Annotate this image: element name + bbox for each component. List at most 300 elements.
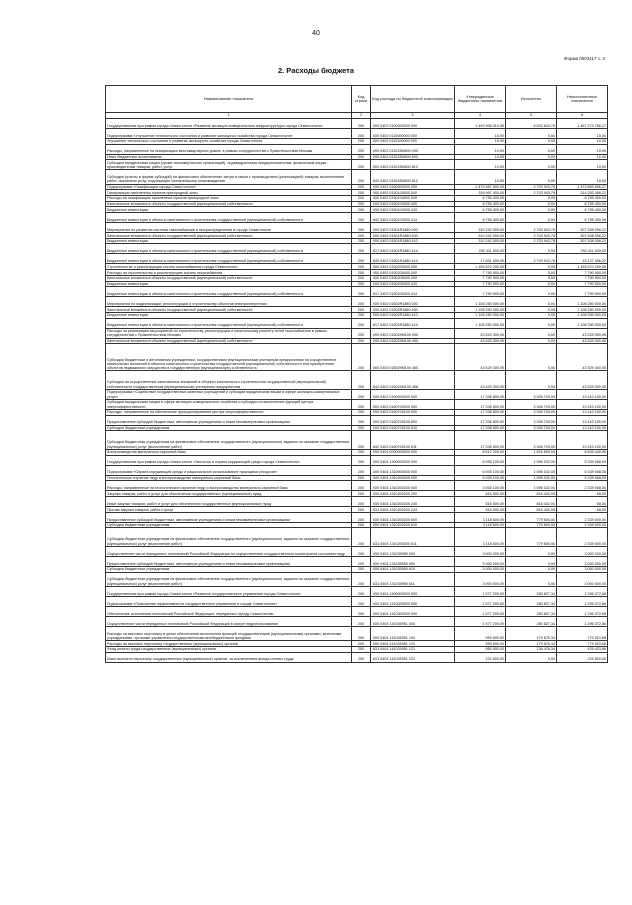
row-executed: 280 827,34 bbox=[506, 617, 557, 627]
row-name: Капитальные вложения в объекты государственной (муниципальной) собственности bbox=[106, 201, 352, 207]
row-code: 200 bbox=[352, 647, 371, 653]
row-unexecuted: 68,00 bbox=[557, 497, 608, 507]
row-executed: 0,00 bbox=[506, 312, 557, 318]
row-kbk: 000 0402 01502R1880 410 bbox=[371, 312, 455, 318]
row-kbk: 000 0404 131035950 600 bbox=[371, 557, 455, 567]
row-unexecuted: 314 293 456,22 bbox=[557, 190, 608, 196]
row-name: Осуществление части переданных полномочий Российской Федерации по осуществлению государственного мониторинга состояния недр bbox=[106, 547, 352, 557]
row-approved: 3 935 100,00 bbox=[455, 481, 506, 491]
row-approved: 17 338 800,00 bbox=[455, 425, 506, 431]
row-code: 200 bbox=[352, 512, 371, 522]
row-executed: 816 432,00 bbox=[506, 497, 557, 507]
row-executed: 1 596 032,00 bbox=[506, 465, 557, 475]
row-kbk: 000 0402 015029M100 000 bbox=[371, 328, 455, 338]
row-approved: 6 755 400,00 bbox=[455, 201, 506, 207]
table-row bbox=[106, 431, 608, 450]
row-executed: 3 928 700,00 bbox=[506, 410, 557, 416]
row-name: Подпрограмма «Содействие государственных казенных учреждений и субсидии юридическим лицам в сфере жилищно-коммунальных услуг» bbox=[106, 390, 352, 400]
row-kbk: 842 0402 015029M100 466 bbox=[371, 371, 455, 390]
row-unexecuted: 1 296 372,66 bbox=[557, 597, 608, 607]
table-body bbox=[106, 119, 608, 663]
row-approved: 1 108 250 000,00 bbox=[455, 318, 506, 328]
row-unexecuted: 10,00 bbox=[557, 170, 608, 184]
row-code: 200 bbox=[352, 119, 371, 129]
row-name: Бюджетные инвестиции в объекты капитального строительства государственной (муниципальной) собственности bbox=[106, 213, 352, 223]
row-code: 200 bbox=[352, 139, 371, 145]
row-unexecuted: 3 000 000,00 bbox=[557, 547, 608, 557]
row-executed: 0,00 bbox=[506, 270, 557, 276]
table-row bbox=[106, 223, 608, 233]
row-unexecuted: 2 339 068,00 bbox=[557, 481, 608, 491]
row-code: 200 bbox=[352, 465, 371, 475]
row-name: Государственная программа города Севастополя «Развитие государственного управления города Севастополя» bbox=[106, 587, 352, 597]
row-kbk: 000 0402 0150100000 000 bbox=[371, 190, 455, 196]
expenses-table bbox=[105, 85, 608, 663]
table-row bbox=[106, 390, 608, 400]
row-kbk: 000 0404 1410300000 000 bbox=[371, 607, 455, 617]
row-name: Мероприятия по развитию системы газоснабжения и газораспределения в городе Севастополе bbox=[106, 223, 352, 233]
row-code: 200 bbox=[352, 312, 371, 318]
row-kbk: 000 0404 1310200000 000 bbox=[371, 475, 455, 481]
table-row bbox=[106, 627, 608, 641]
row-unexecuted: 2 339 000,00 bbox=[557, 522, 608, 528]
table-row bbox=[106, 213, 608, 223]
row-unexecuted: 1 296 372,66 bbox=[557, 587, 608, 597]
row-approved: 1 493 908 410,05 bbox=[455, 119, 506, 129]
row-executed: 0,00 bbox=[506, 567, 557, 573]
row-approved: 1 577 200,00 bbox=[455, 607, 506, 617]
row-unexecuted: 1 108 250 000,00 bbox=[557, 318, 608, 328]
row-unexecuted: 779 923,66 bbox=[557, 641, 608, 647]
row-name: Мероприятия по модернизации, реконструкции и строительству объектов электроэнергетики bbox=[106, 297, 352, 307]
row-approved: 17 338 800,00 bbox=[455, 415, 506, 425]
row-kbk: 631 0404 141035951 122 bbox=[371, 652, 455, 662]
row-code: 200 bbox=[352, 297, 371, 307]
row-code: 200 bbox=[352, 547, 371, 557]
row-approved: 1 108 250 000,00 bbox=[455, 307, 506, 313]
row-code: 200 bbox=[352, 528, 371, 547]
row-kbk: 000 0402 0150205400 400 bbox=[371, 275, 455, 281]
row-approved: 6 755 400,00 bbox=[455, 196, 506, 202]
row-kbk: 000 0402 01501R1880 000 bbox=[371, 223, 455, 233]
row-approved: 10,00 bbox=[455, 160, 506, 170]
row-unexecuted: 68,00 bbox=[557, 507, 608, 513]
row-code: 200 bbox=[352, 415, 371, 425]
row-name: Субсидии бюджетным учреждениям на финансовое обеспечение государственного (муниципального) задания на оказание государственных (муниципальных) услуг (выполнение работ) bbox=[106, 528, 352, 547]
row-executed: 179 676,34 bbox=[506, 641, 557, 647]
row-executed: 0,00 bbox=[506, 557, 557, 567]
row-code: 200 bbox=[352, 572, 371, 586]
row-kbk: 000 0404 141035951 000 bbox=[371, 617, 455, 627]
col-number: 2 bbox=[352, 113, 371, 119]
row-code: 200 bbox=[352, 281, 371, 287]
row-approved: 565 900,00 bbox=[455, 647, 506, 653]
row-code: 200 bbox=[352, 371, 371, 390]
row-kbk: 000 0402 0160700100 610 bbox=[371, 425, 455, 431]
table-row bbox=[106, 287, 608, 297]
row-kbk: 000 0402 01502R1880 000 bbox=[371, 297, 455, 307]
table-row bbox=[106, 129, 608, 139]
row-approved: 6 755 400,00 bbox=[455, 213, 506, 223]
row-name: Геологическое изучение недр и воспроизводство минерально-сырьевой базы bbox=[106, 475, 352, 481]
row-code: 200 bbox=[352, 627, 371, 641]
row-name: Бюджетные инвестиции в объекты капитального строительства государственной (муниципальной) собственности bbox=[106, 254, 352, 264]
row-name: Предоставление субсидий бюджетным, автономным учреждениям и иным некоммерческим организациям bbox=[106, 557, 352, 567]
row-executed: 0,00 bbox=[506, 307, 557, 313]
row-approved: 3 000 000,00 bbox=[455, 572, 506, 586]
row-unexecuted: 1 473 863 656,27 bbox=[557, 184, 608, 190]
row-kbk: 000 0404 1400000000 000 bbox=[371, 587, 455, 597]
row-code: 200 bbox=[352, 410, 371, 416]
section-title: 2. Расходы бюджета bbox=[277, 66, 355, 75]
row-code: 200 bbox=[352, 170, 371, 184]
row-unexecuted: 1 487 273 766,27 bbox=[557, 119, 608, 129]
row-code: 200 bbox=[352, 507, 371, 513]
row-code: 200 bbox=[352, 244, 371, 254]
row-executed: 2 703 943,78 bbox=[506, 184, 557, 190]
row-executed: 0,00 bbox=[506, 275, 557, 281]
row-code: 200 bbox=[352, 275, 371, 281]
row-unexecuted: 292 411 000,00 bbox=[557, 244, 608, 254]
row-code: 200 bbox=[352, 338, 371, 344]
row-kbk: 000 0402 0150200000 000 bbox=[371, 264, 455, 270]
row-kbk: 000 0402 0110000000 000 bbox=[371, 129, 455, 139]
row-approved: 3 118 600,00 bbox=[455, 528, 506, 547]
row-unexecuted: 7 790 900,00 bbox=[557, 287, 608, 297]
row-unexecuted: 1 108 250 000,00 bbox=[557, 297, 608, 307]
row-kbk: 000 0404 141035951 120 bbox=[371, 641, 455, 647]
table-row bbox=[106, 344, 608, 371]
row-unexecuted: 43 529 300,05 bbox=[557, 338, 608, 344]
row-kbk: 000 0402 0150104000 000 bbox=[371, 196, 455, 202]
row-approved: 222 600,00 bbox=[455, 652, 506, 662]
col-number: 1 bbox=[106, 113, 352, 119]
row-unexecuted: 6 755 400,00 bbox=[557, 196, 608, 202]
row-code: 200 bbox=[352, 318, 371, 328]
row-unexecuted: 10,00 bbox=[557, 154, 608, 160]
row-code: 200 bbox=[352, 607, 371, 617]
header-executed: Исполнено bbox=[506, 86, 557, 113]
row-approved: 17 338 800,00 bbox=[455, 431, 506, 450]
row-code: 200 bbox=[352, 390, 371, 400]
row-executed: 1 596 032,00 bbox=[506, 481, 557, 491]
row-unexecuted: 10,00 bbox=[557, 139, 608, 145]
row-approved: 43 529 300,05 bbox=[455, 328, 506, 338]
row-unexecuted: 1 159 570 200,05 bbox=[557, 264, 608, 270]
row-name: Бюджетные инвестиции в объекты капитального строительства государственной (муниципальной) собственности bbox=[106, 287, 352, 297]
row-executed: 3 928 700,00 bbox=[506, 415, 557, 425]
row-code: 200 bbox=[352, 557, 371, 567]
row-name: Иные выплаты персоналу государственных (муниципальных) органов, за исключением фонда оплаты труда bbox=[106, 652, 352, 662]
row-code: 200 bbox=[352, 455, 371, 465]
row-unexecuted: 7 790 900,00 bbox=[557, 275, 608, 281]
row-approved: 8 512 200,00 bbox=[455, 450, 506, 456]
table-row bbox=[106, 597, 608, 607]
table-row bbox=[106, 244, 608, 254]
row-code: 200 bbox=[352, 196, 371, 202]
row-approved: 816 500,00 bbox=[455, 507, 506, 513]
row-kbk: 000 0404 131035950 610 bbox=[371, 567, 455, 573]
row-executed: 0,00 bbox=[506, 154, 557, 160]
row-name: Субсидии бюджетным учреждениям на финансовое обеспечение государственного (муниципального) задания на оказание государственных (муниципальных) услуг (выполнение работ) bbox=[106, 431, 352, 450]
row-approved: 1 577 200,00 bbox=[455, 597, 506, 607]
row-unexecuted: 43 529 300,05 bbox=[557, 371, 608, 390]
row-kbk: 000 0402 015029M100 460 bbox=[371, 344, 455, 371]
row-kbk: 000 0404 1310200200 000 bbox=[371, 481, 455, 491]
row-kbk: 000 0402 0150000000 000 bbox=[371, 184, 455, 190]
row-approved: 3 118 600,00 bbox=[455, 512, 506, 522]
row-name: Государственная программа города Севастополя «Экология и охрана окружающей среды города Севастополя» bbox=[106, 455, 352, 465]
table-row bbox=[106, 328, 608, 338]
row-unexecuted: 10,00 bbox=[557, 129, 608, 139]
row-executed: 0,00 bbox=[506, 196, 557, 202]
row-approved: 10,00 bbox=[455, 139, 506, 145]
row-unexecuted: 779 923,66 bbox=[557, 627, 608, 641]
row-kbk: 000 0404 1310200200 610 bbox=[371, 522, 455, 528]
row-code: 200 bbox=[352, 190, 371, 196]
row-executed: 0,00 bbox=[506, 129, 557, 139]
table-row bbox=[106, 497, 608, 507]
row-executed: 3 928 700,00 bbox=[506, 400, 557, 410]
table-row bbox=[106, 400, 608, 410]
row-approved: 6 935 100,00 bbox=[455, 465, 506, 475]
row-name: Улучшение технического состояния и развитие жилищного хозяйства города Севастополя bbox=[106, 139, 352, 145]
row-executed: 779 600,00 bbox=[506, 512, 557, 522]
row-code: 200 bbox=[352, 431, 371, 450]
row-unexecuted: 13 410 100,00 bbox=[557, 415, 608, 425]
row-approved: 43 529 300,05 bbox=[455, 344, 506, 371]
row-kbk: 000 0402 015029M100 400 bbox=[371, 338, 455, 344]
row-approved: 1 159 570 200,05 bbox=[455, 264, 506, 270]
row-name: Субсидии юридическим лицам (кроме некоммерческих организаций), индивидуальным предпринимателям, физическим лицам - производителям товаров, работ, услуг bbox=[106, 160, 352, 170]
row-code: 200 bbox=[352, 522, 371, 528]
row-executed: 280 827,34 bbox=[506, 587, 557, 597]
row-unexecuted: 3 000 000,00 bbox=[557, 557, 608, 567]
row-unexecuted: 429 423,66 bbox=[557, 647, 608, 653]
row-executed: 0,00 bbox=[506, 297, 557, 307]
table-row bbox=[106, 371, 608, 390]
row-approved: 17 338 800,00 bbox=[455, 400, 506, 410]
row-unexecuted: 6 755 400,00 bbox=[557, 201, 608, 207]
row-executed: 2 703 943,78 bbox=[506, 190, 557, 196]
row-name: Иные закупки товаров, работ и услуг для обеспечения государственных (муниципальных) нужд bbox=[106, 497, 352, 507]
row-kbk: 842 0402 0150104000 414 bbox=[371, 213, 455, 223]
row-code: 200 bbox=[352, 481, 371, 491]
row-executed: 6 632 643,78 bbox=[506, 119, 557, 129]
row-approved: 3 000 000,00 bbox=[455, 557, 506, 567]
row-approved: 17 338 800,00 bbox=[455, 410, 506, 416]
header-name: Наименование показателя bbox=[106, 86, 352, 113]
row-kbk: 631 0404 1310200200 611 bbox=[371, 528, 455, 547]
row-kbk: 817 0402 0150205400 414 bbox=[371, 287, 455, 297]
row-approved: 6 935 100,00 bbox=[455, 455, 506, 465]
row-executed: 1 596 032,00 bbox=[506, 475, 557, 481]
row-name: Расходы на газификацию населенных пунктов пригородной зоны bbox=[106, 196, 352, 202]
row-unexecuted: 1 108 250 000,00 bbox=[557, 307, 608, 313]
row-code: 200 bbox=[352, 475, 371, 481]
row-kbk: 000 0402 0160700000 000 bbox=[371, 400, 455, 410]
row-name: Субсидии юридическим лицам в сфере жилищно-коммунального хозяйства и субсидии на выполнение функций центра энергоэффективности bbox=[106, 400, 352, 410]
row-name: Субсидии бюджетным учреждениям bbox=[106, 425, 352, 431]
row-name: Подпрограмма «Улучшение технического состояния и развитие жилищного хозяйства города Севастополя» bbox=[106, 129, 352, 139]
row-unexecuted: 1 296 372,66 bbox=[557, 607, 608, 617]
row-kbk: 000 0402 0150205400 000 bbox=[371, 270, 455, 276]
row-approved: 310 242 000,00 bbox=[455, 223, 506, 233]
row-code: 200 bbox=[352, 223, 371, 233]
row-kbk: 000 0402 0150205400 410 bbox=[371, 281, 455, 287]
row-code: 200 bbox=[352, 160, 371, 170]
table-row bbox=[106, 557, 608, 567]
row-kbk: 631 0404 1310200200 244 bbox=[371, 507, 455, 513]
row-kbk: 842 0402 0160700100 611 bbox=[371, 431, 455, 450]
row-name: Капитальные вложения в объекты государственной (муниципальной) собственности bbox=[106, 233, 352, 239]
row-approved: 6 935 100,00 bbox=[455, 475, 506, 481]
table-row bbox=[106, 415, 608, 425]
row-approved: 816 500,00 bbox=[455, 497, 506, 507]
row-approved: 3 118 600,00 bbox=[455, 522, 506, 528]
row-code: 200 bbox=[352, 491, 371, 497]
table-row bbox=[106, 170, 608, 184]
row-kbk: 000 0404 1300000000 000 bbox=[371, 455, 455, 465]
row-approved: 316 997 400,00 bbox=[455, 190, 506, 196]
row-executed: 0,00 bbox=[506, 207, 557, 213]
row-approved: 6 755 400,00 bbox=[455, 207, 506, 213]
table-row bbox=[106, 572, 608, 586]
row-kbk: 000 0404 141035951 100 bbox=[371, 627, 455, 641]
row-kbk: 000 0404 1310200200 240 bbox=[371, 497, 455, 507]
row-code: 200 bbox=[352, 154, 371, 160]
table-row bbox=[106, 297, 608, 307]
row-code: 200 bbox=[352, 450, 371, 456]
row-name: Строительство и реконструкция систем газоснабжения города Севастополя bbox=[106, 264, 352, 270]
row-approved: 959 600,00 bbox=[455, 641, 506, 647]
row-kbk: 000 0404 1310200200 200 bbox=[371, 491, 455, 497]
row-code: 200 bbox=[352, 213, 371, 223]
row-approved: 10,00 bbox=[455, 144, 506, 154]
row-name: Бюджетные инвестиции bbox=[106, 281, 352, 287]
row-unexecuted: 5 339 068,00 bbox=[557, 465, 608, 475]
row-unexecuted: 307 538 056,22 bbox=[557, 223, 608, 233]
row-approved: 7 790 900,00 bbox=[455, 287, 506, 297]
row-code: 200 bbox=[352, 144, 371, 154]
row-executed: 816 432,00 bbox=[506, 491, 557, 497]
row-kbk: 000 0402 01502R1880 400 bbox=[371, 307, 455, 313]
row-code: 200 bbox=[352, 270, 371, 276]
row-code: 200 bbox=[352, 587, 371, 597]
row-unexecuted: 6 755 400,00 bbox=[557, 207, 608, 213]
row-name: Газификация населенных пунктов пригородной зоны bbox=[106, 190, 352, 196]
table-row bbox=[106, 455, 608, 465]
row-kbk: 000 0402 0160700100 000 bbox=[371, 410, 455, 416]
row-unexecuted: 307 538 056,22 bbox=[557, 238, 608, 244]
row-executed: 179 676,34 bbox=[506, 627, 557, 641]
row-name: Капитальные вложения в объекты государственной (муниципальной) собственности bbox=[106, 307, 352, 313]
row-unexecuted: 5 339 068,00 bbox=[557, 455, 608, 465]
row-executed: 0,00 bbox=[506, 281, 557, 287]
col-number: 5 bbox=[506, 113, 557, 119]
row-executed: 0,00 bbox=[506, 287, 557, 297]
row-executed: 3 928 700,00 bbox=[506, 390, 557, 400]
row-code: 200 bbox=[352, 497, 371, 507]
row-code: 200 bbox=[352, 129, 371, 139]
row-name: Субсидии бюджетным и автономным учреждениям, государственным (муниципальным) унитарным предприятиям на осуществление капитальных вложений в объекты капитального строительства государственной (муниципальной) собственности или приобретение объектов недвижимого имущества в государственную (муниципальную) собственность bbox=[106, 344, 352, 371]
row-name: Государственная программа города Севастополя «Развитие жилищно-коммунального инфраструктуры города Севастополя» bbox=[106, 119, 352, 129]
row-code: 200 bbox=[352, 597, 371, 607]
row-name: Капитальные вложения в объекты государственной (муниципальной) собственности bbox=[106, 338, 352, 344]
row-approved: 1 577 200,00 bbox=[455, 617, 506, 627]
row-approved: 1 476 567 600,05 bbox=[455, 184, 506, 190]
row-unexecuted: 222 600,00 bbox=[557, 652, 608, 662]
row-unexecuted: 68,00 bbox=[557, 491, 608, 497]
row-approved: 7 790 900,00 bbox=[455, 281, 506, 287]
row-unexecuted: 7 790 900,00 bbox=[557, 270, 608, 276]
col-number: 4 bbox=[455, 113, 506, 119]
row-executed: 779 600,00 bbox=[506, 522, 557, 528]
row-name: Бюджетные инвестиции bbox=[106, 238, 352, 244]
row-code: 200 bbox=[352, 425, 371, 431]
row-approved: 43 529 300,05 bbox=[455, 371, 506, 390]
row-unexecuted: 13 410 100,00 bbox=[557, 400, 608, 410]
header-code: Код строки bbox=[352, 86, 371, 113]
row-executed: 0,00 bbox=[506, 213, 557, 223]
row-name: Осуществление части переданных полномочий Российской Федерации в сфере недропользования bbox=[106, 617, 352, 627]
row-approved: 310 242 000,00 bbox=[455, 238, 506, 244]
row-name: Воспроизводство минерально-сырьевой базы bbox=[106, 450, 352, 456]
row-kbk: 000 0402 0110100000 000 bbox=[371, 139, 455, 145]
row-executed: 2 703 943,78 bbox=[506, 233, 557, 239]
table-row bbox=[106, 652, 608, 662]
row-code: 200 bbox=[352, 652, 371, 662]
row-unexecuted: 13 410 100,00 bbox=[557, 390, 608, 400]
row-name: Расходы, направленные на газификацию многоквартирных домов, в рамках сотрудничества с Правительством Москвы bbox=[106, 144, 352, 154]
table-row bbox=[106, 481, 608, 491]
row-unexecuted: 7 790 900,00 bbox=[557, 281, 608, 287]
row-name: Субсидии (гранты в форме субсидий) на финансовое обеспечение затрат в связи с производством (реализацией) товаров, выполнением работ, оказанием услуг, подлежащие казначейскому сопровождению bbox=[106, 170, 352, 184]
row-name: Подпрограмма «Газификация города Севастополя» bbox=[106, 184, 352, 190]
header-approved: Утвержденные бюджетные назначения bbox=[455, 86, 506, 113]
row-approved: 959 600,00 bbox=[455, 627, 506, 641]
row-executed: 0,00 bbox=[506, 338, 557, 344]
row-approved: 7 790 900,00 bbox=[455, 275, 506, 281]
header-unexecuted: Неисполненные назначения bbox=[557, 86, 608, 113]
row-unexecuted: 6 635 440,56 bbox=[557, 450, 608, 456]
header-kbk: Код расхода по бюджетной классификации bbox=[371, 86, 455, 113]
row-executed: 0,00 bbox=[506, 160, 557, 170]
row-approved: 10,00 bbox=[455, 170, 506, 184]
row-code: 200 bbox=[352, 184, 371, 190]
row-unexecuted: 13 410 100,00 bbox=[557, 410, 608, 416]
row-unexecuted: 2 339 000,00 bbox=[557, 528, 608, 547]
row-unexecuted: 15 127 056,22 bbox=[557, 254, 608, 264]
row-approved: 17 338 800,00 bbox=[455, 390, 506, 400]
table-row bbox=[106, 254, 608, 264]
row-name: Подпрограмма «Повышение эффективности государственного управления в городе Севастополе» bbox=[106, 597, 352, 607]
row-executed: 2 703 943,78 bbox=[506, 238, 557, 244]
row-executed: 0,00 bbox=[506, 547, 557, 557]
row-executed: 0,00 bbox=[506, 652, 557, 662]
row-executed: 0,00 bbox=[506, 318, 557, 328]
table-row bbox=[106, 160, 608, 170]
row-approved: 292 411 000,00 bbox=[455, 244, 506, 254]
row-code: 200 bbox=[352, 238, 371, 244]
row-name: Расходы на выплаты персоналу государственных (муниципальных) органов bbox=[106, 641, 352, 647]
row-name: Обеспечение исполнения полномочий Российской Федерации, переданных городу Севастополю bbox=[106, 607, 352, 617]
table-row bbox=[106, 144, 608, 154]
row-unexecuted: 43 529 300,05 bbox=[557, 344, 608, 371]
row-kbk: 000 0404 1310200200 600 bbox=[371, 512, 455, 522]
row-kbk: 000 0402 0150104000 410 bbox=[371, 207, 455, 213]
row-kbk: 000 0402 011019M600 810 bbox=[371, 160, 455, 170]
